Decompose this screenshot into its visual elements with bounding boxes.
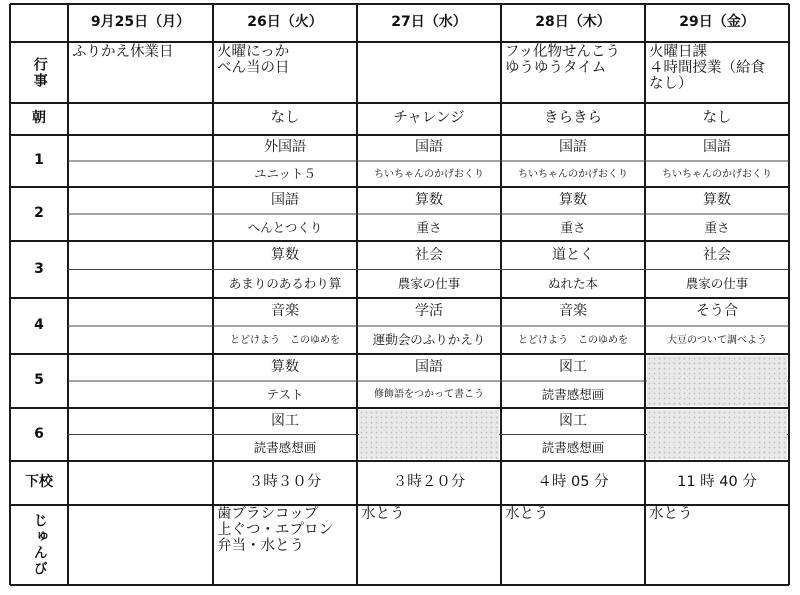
period-4-day-2-topic: とどけよう このゆめを bbox=[230, 334, 340, 346]
column-header-day-5: 29日（金） bbox=[679, 14, 755, 31]
period-3-day-2-subject: 算数 bbox=[271, 246, 299, 263]
period-4-day-3-topic: 運動会のふりかえり bbox=[372, 332, 486, 348]
period-3-day-3-subject: 社会 bbox=[415, 246, 443, 263]
period-1-day-2-topic: ユニット５ bbox=[253, 166, 316, 182]
period-6-day-4-topic: 読書感想画 bbox=[541, 439, 605, 455]
period-2-day-3-topic: 重さ bbox=[416, 219, 442, 235]
events-cell-3 bbox=[357, 42, 501, 103]
period-5-day-4-topic: 読書感想画 bbox=[541, 386, 605, 402]
period-2-day-5-topic: 重さ bbox=[704, 219, 730, 235]
shaded-empty-cell bbox=[647, 356, 787, 406]
column-header-day-4: 28日（木） bbox=[535, 14, 611, 31]
period-4-day-5-subject: そう合 bbox=[696, 303, 738, 320]
row-label-events: 行事 bbox=[31, 56, 48, 89]
morning-cell-2: なし bbox=[270, 110, 300, 127]
events-cell-1: ふりかえ休業日 bbox=[72, 44, 174, 60]
period-3-day-5-subject: 社会 bbox=[703, 246, 731, 263]
row-label-period-2: 2 bbox=[34, 205, 44, 222]
period-1-day-2-subject: 外国語 bbox=[264, 139, 306, 156]
prep-cell-4: 水とう bbox=[505, 506, 549, 522]
row-label-dismissal: 下校 bbox=[25, 474, 53, 491]
dismissal-cell-1 bbox=[68, 461, 213, 505]
prep-cell-2: 歯ブラシコップ 上ぐつ・エプロン 弁当・水とう bbox=[217, 506, 333, 554]
period-4-day-4-subject: 音楽 bbox=[559, 303, 587, 320]
period-4-day-5-topic: 大豆のついて調べよう bbox=[667, 334, 767, 346]
prep-cell-5: 水とう bbox=[649, 506, 693, 522]
period-5-day-4-subject: 図工 bbox=[559, 358, 587, 375]
period-1-day-4-topic: ちいちゃんのかげおくり bbox=[518, 168, 628, 180]
period-5-day-3-topic: 修飾語をつかって書こう bbox=[374, 389, 484, 400]
row-label-period-1: 1 bbox=[34, 152, 44, 169]
period-2-day-3-subject: 算数 bbox=[415, 191, 443, 208]
period-1-day-5-topic: ちいちゃんのかげおくり bbox=[662, 168, 772, 180]
dismissal-cell-5: 11 時 40 分 bbox=[677, 474, 757, 491]
period-3-day-4-subject: 道とく bbox=[552, 246, 594, 263]
column-header-day-2: 26日（火） bbox=[247, 14, 323, 31]
events-cell-5: 火曜日課 ４時間授業（給食 なし） bbox=[649, 44, 765, 92]
morning-cell-3: チャレンジ bbox=[393, 110, 465, 127]
prep-cell-3: 水とう bbox=[361, 506, 405, 522]
morning-cell-4: きらきら bbox=[544, 110, 602, 127]
dismissal-cell-2: ３時３０分 bbox=[248, 474, 322, 491]
shaded-empty-cell bbox=[359, 410, 499, 459]
period-5-day-2-topic: テスト bbox=[266, 386, 304, 402]
period-5-day-2-subject: 算数 bbox=[271, 358, 299, 375]
period-3-day-4-topic: ぬれた本 bbox=[547, 275, 598, 291]
row-label-period-6: 6 bbox=[34, 425, 44, 442]
period-6-day-2-topic: 読書感想画 bbox=[253, 439, 317, 455]
dismissal-cell-4: ４時 05 分 bbox=[537, 474, 609, 491]
shaded-empty-cell bbox=[647, 410, 787, 459]
row-label-period-4: 4 bbox=[34, 317, 44, 334]
events-cell-2: 火曜にっか べん当の日 bbox=[217, 44, 290, 76]
dismissal-cell-3: ３時２０分 bbox=[392, 474, 466, 491]
period-1-day-5-subject: 国語 bbox=[703, 139, 731, 156]
period-2-day-5-subject: 算数 bbox=[703, 191, 731, 208]
row-label-period-3: 3 bbox=[34, 260, 44, 277]
period-2-day-2-subject: 国語 bbox=[271, 191, 299, 208]
period-2-day-4-subject: 算数 bbox=[559, 191, 587, 208]
period-3-day-5-topic: 農家の仕事 bbox=[685, 275, 749, 291]
period-2-day-4-topic: 重さ bbox=[560, 219, 586, 235]
period-1-day-3-subject: 国語 bbox=[415, 139, 443, 156]
period-3-day-3-topic: 農家の仕事 bbox=[397, 275, 461, 291]
period-2-day-2-topic: へんとつくり bbox=[247, 219, 323, 235]
period-3-day-2-topic: あまりのあるわり算 bbox=[228, 275, 342, 291]
prep-cell-1 bbox=[68, 505, 213, 585]
row-label-period-5: 5 bbox=[34, 372, 44, 389]
period-4-day-3-subject: 学活 bbox=[415, 303, 443, 320]
period-6-day-2-subject: 図工 bbox=[271, 412, 299, 429]
morning-cell-5: なし bbox=[702, 110, 732, 127]
period-1-day-3-topic: ちいちゃんのかげおくり bbox=[374, 168, 484, 180]
row-label-prep: じゅんび bbox=[31, 513, 48, 577]
events-cell-4: フッ化物せんこう ゆうゆうタイム bbox=[505, 44, 620, 76]
period-4-day-4-topic: とどけよう このゆめを bbox=[518, 334, 628, 346]
column-header-day-1: 9月25日（月） bbox=[90, 14, 191, 31]
column-header-day-3: 27日（水） bbox=[391, 14, 467, 31]
period-1-day-4-subject: 国語 bbox=[559, 139, 587, 156]
morning-cell-1 bbox=[68, 103, 213, 135]
row-label-morning: 朝 bbox=[32, 110, 46, 127]
period-5-day-3-subject: 国語 bbox=[415, 358, 443, 375]
period-6-day-4-subject: 図工 bbox=[559, 412, 587, 429]
period-4-day-2-subject: 音楽 bbox=[271, 303, 299, 320]
